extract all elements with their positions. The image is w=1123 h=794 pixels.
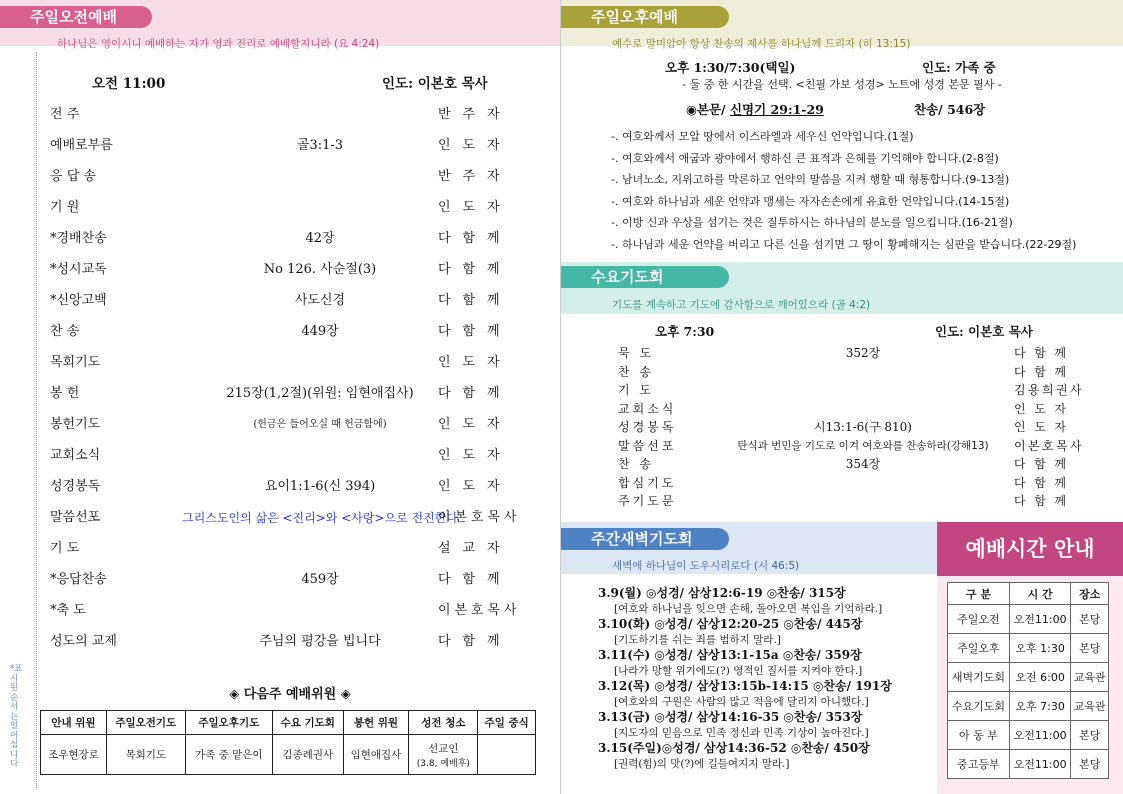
order-by: 인 도 자 — [438, 417, 504, 432]
afternoon-text-label: ◉본문/ — [686, 102, 726, 117]
order-row — [40, 224, 540, 254]
schedule-header: 장소 — [1071, 583, 1109, 605]
order-by: 다 함 께 — [438, 231, 504, 246]
next-week-header: 주일오후기도 — [185, 711, 272, 735]
schedule-cell: 수요기도회 — [948, 692, 1010, 721]
order-item: 전 주 — [50, 107, 80, 122]
afternoon-text — [686, 100, 824, 118]
dawn-main: 3.10(화) ◎성경/ 삼상12:20-25 ◎찬송/ 445장 — [598, 617, 863, 631]
wednesday-item: 주기도문 — [618, 494, 677, 508]
next-week-header: 성전 청소 — [409, 711, 478, 735]
dawn-header: 주간새벽기도회 — [561, 528, 729, 550]
dawn-main: 3.13(금) ◎성경/ 삼상14:16-35 ◎찬송/ 353장 — [598, 710, 863, 724]
order-row — [40, 286, 540, 316]
afternoon-verse: 예수로 말미암아 항상 찬송의 제사를 하나님께 드리자 (히 13:15) — [612, 38, 911, 50]
order-desc: 449장 — [301, 324, 339, 339]
order-by: 인 도 자 — [438, 479, 504, 494]
dawn-sub: [나라가 망할 위기에도(?) 영적인 질서를 지켜야 한다.] — [614, 665, 863, 677]
wednesday-desc: 탄식과 번민을 기도로 이겨 여호와를 찬송하라(강해13) — [737, 439, 989, 452]
next-week-value: 목회기도 — [106, 735, 185, 775]
next-week-value: 선교인 — [428, 742, 459, 755]
morning-verse: 하나님은 영이시니 예배하는 자가 영과 진리로 예배할지니라 (요 4:24) — [57, 38, 380, 50]
order-row — [40, 379, 540, 409]
order-row — [40, 348, 540, 378]
order-desc: 215장(1,2절)(위원: 임현애집사) — [226, 386, 414, 401]
dawn-day — [598, 708, 928, 740]
dawn-sub: [여호와의 구원은 사람의 많고 적음에 달리지 아니했다.] — [614, 696, 869, 708]
order-row — [40, 441, 540, 471]
schedule-cell: 주일오후 — [948, 634, 1010, 663]
wednesday-by: 인 도 자 — [1014, 401, 1069, 416]
schedule-row — [948, 750, 1109, 779]
wednesday-item: 찬 송 — [618, 364, 654, 379]
wednesday-item: 성경봉독 — [618, 420, 677, 434]
afternoon-header: 주일오후예배 — [561, 6, 729, 28]
order-row — [40, 534, 540, 564]
schedule-header-row — [948, 583, 1109, 605]
schedule-cell: 본당 — [1071, 750, 1109, 779]
afternoon-leader: 인도: 가족 중 — [922, 60, 996, 75]
next-week-title: ◈ 다음주 예배위원 ◈ — [229, 687, 351, 702]
order-by: 다 함 께 — [438, 386, 504, 401]
wednesday-by: 김용희권사 — [1014, 383, 1084, 397]
next-week-header: 안내 위원 — [41, 711, 107, 735]
wednesday-row — [618, 437, 1088, 456]
order-desc: 459장 — [301, 572, 339, 587]
morning-leader: 인도: 이본호 목사 — [382, 76, 488, 92]
dawn-day — [598, 677, 928, 709]
schedule-cell: 본당 — [1071, 634, 1109, 663]
schedule-row — [948, 721, 1109, 750]
order-item: 봉 헌 — [50, 386, 80, 401]
wednesday-desc: 시13:1-6(구 810) — [814, 420, 912, 434]
order-by: 이본호목사 — [438, 510, 521, 525]
dawn-verse: 새벽에 하나님이 도우시리로다 (시 46:5) — [612, 560, 800, 572]
morning-header: 주일오전예배 — [0, 6, 152, 28]
wednesday-row — [618, 381, 1088, 400]
order-row — [40, 162, 540, 192]
wednesday-row — [618, 418, 1088, 437]
wednesday-by: 이본호목사 — [1014, 438, 1084, 453]
afternoon-point: -. 남녀노소, 지위고하를 막론하고 언약의 말씀을 지켜 행할 때 형통합니다.(9-13절) — [611, 173, 1010, 186]
order-row — [40, 193, 540, 223]
order-item: 목회기도 — [50, 355, 101, 370]
schedule-title: 예배시간 안내 — [937, 522, 1123, 576]
order-item: *신앙고백 — [50, 293, 107, 308]
next-week-value — [478, 735, 536, 775]
order-by: 인 도 자 — [438, 200, 504, 215]
wednesday-header: 수요기도회 — [561, 266, 729, 288]
order-row — [40, 472, 540, 502]
order-desc: 주님의 평강을 빕니다 — [259, 634, 381, 649]
afternoon-point: -. 여호와 하나님과 세운 언약과 맹세는 자자손손에게 유효한 언약입니다.(14-15절) — [611, 194, 1010, 208]
order-item: *응답찬송 — [50, 572, 107, 587]
schedule-table — [947, 582, 1109, 779]
schedule-row — [948, 605, 1109, 634]
order-desc: 사도신경 — [294, 293, 346, 308]
order-by: 다 함 께 — [438, 324, 504, 339]
schedule-cell: 오후 1:30 — [1009, 634, 1071, 663]
order-desc: No 126. 사순절(3) — [263, 262, 377, 277]
wednesday-row — [618, 344, 1088, 363]
dawn-main: 3.12(목) ◎성경/ 삼상13:15b-14:15 ◎찬송/ 191장 — [598, 679, 892, 693]
afternoon-point: -. 이방 신과 우상을 섬기는 것은 질투하시는 하나님의 분노를 일으킵니다.(16-21절) — [611, 216, 1013, 229]
order-by: 인 도 자 — [438, 138, 504, 153]
order-item: 성도의 교제 — [50, 634, 117, 649]
next-week-value: 가족 중 맡은이 — [185, 735, 272, 775]
schedule-cell: 아 동 부 — [948, 721, 1010, 750]
dawn-sub: [기도하기를 쉬는 죄를 범하지 말라.] — [614, 634, 781, 646]
dawn-day — [598, 615, 928, 647]
wednesday-item: 교회소식 — [618, 401, 677, 416]
order-row — [40, 410, 540, 440]
afternoon-point: -. 여호와께서 애굽과 광야에서 행하신 큰 표적과 은혜를 기억해야 합니다.(2-8절) — [611, 151, 999, 165]
dawn-sub: [여호와 하나님을 잊으면 손해, 돌아오면 복임을 기억하라.] — [614, 603, 883, 615]
schedule-row — [948, 634, 1109, 663]
order-by: 인 도 자 — [438, 448, 504, 463]
standing-note: *표시된 순서는 일어섭니다 — [10, 664, 23, 769]
morning-time: 오전 11:00 — [92, 76, 166, 92]
next-week-value — [409, 735, 478, 775]
order-by: 인 도 자 — [438, 355, 504, 370]
order-row — [40, 131, 540, 161]
next-week-value-row — [41, 735, 536, 775]
schedule-cell: 오전 6:00 — [1009, 663, 1071, 692]
wednesday-item: 말씀선포 — [618, 438, 677, 453]
order-by: 반 주 자 — [438, 107, 504, 122]
order-item: *경배찬송 — [50, 231, 107, 246]
next-week-header: 수요 기도회 — [272, 711, 343, 735]
afternoon-hymn: 찬송/ 546장 — [914, 102, 986, 117]
order-desc: 요이1:1-6(신 394) — [264, 479, 376, 494]
wednesday-by: 다 함 께 — [1014, 346, 1069, 360]
wednesday-by: 다 함 께 — [1014, 364, 1069, 379]
wednesday-row — [618, 474, 1088, 493]
order-by: 설 교 자 — [438, 541, 504, 556]
schedule-cell: 교육관 — [1071, 692, 1109, 721]
schedule-cell: 오전11:00 — [1009, 721, 1071, 750]
order-by: 반 주 자 — [438, 169, 504, 184]
next-week-value: 임현애집사 — [343, 735, 409, 775]
schedule-cell: 본당 — [1071, 721, 1109, 750]
order-item: 말씀선포 — [50, 510, 101, 525]
afternoon-point: -. 하나님과 세운 언약을 버리고 다른 신을 섬기면 그 땅이 황폐해지는 심판을 받습니다.(22-29절) — [611, 237, 1077, 251]
schedule-row — [948, 663, 1109, 692]
wednesday-item: 찬 송 — [618, 457, 654, 471]
order-desc: 42장 — [305, 231, 335, 246]
wednesday-by: 다 함 께 — [1014, 475, 1069, 490]
order-row — [40, 503, 540, 533]
order-by: 다 함 께 — [438, 262, 504, 277]
schedule-cell: 교육관 — [1071, 663, 1109, 692]
wednesday-item: 기 도 — [618, 383, 654, 397]
order-by: 다 함 께 — [438, 572, 504, 587]
next-week-value: 김종례권사 — [272, 735, 343, 775]
wednesday-item: 합심기도 — [618, 475, 677, 490]
order-item: 기 원 — [50, 200, 80, 215]
next-week-header: 주일오전기도 — [106, 711, 185, 735]
order-row — [40, 255, 540, 285]
wednesday-leader: 인도: 이본호 목사 — [935, 324, 1033, 339]
order-item: 찬 송 — [50, 324, 80, 339]
page-divider — [560, 0, 561, 794]
margin-rule — [36, 52, 37, 788]
dawn-sub: [지도자의 믿음으로 민족 정신과 민족 기상이 높아진다.] — [614, 727, 869, 739]
order-item: 성경봉독 — [50, 479, 101, 494]
schedule-header: 구 분 — [948, 583, 1010, 605]
order-row — [40, 565, 540, 595]
schedule-body — [948, 605, 1109, 779]
wednesday-verse: 기도를 계속하고 기도에 감사함으로 깨어있으라 (골 4:2) — [612, 299, 871, 311]
next-week-table — [40, 710, 536, 775]
next-week-header: 주일 중식 — [478, 711, 536, 735]
wednesday-by: 인 도 자 — [1014, 420, 1069, 434]
wednesday-row — [618, 363, 1088, 382]
order-item: 교회소식 — [50, 448, 101, 463]
order-by: 다 함 께 — [438, 634, 504, 649]
dawn-day — [598, 739, 928, 771]
schedule-row — [948, 692, 1109, 721]
next-week-header-row — [41, 711, 536, 735]
wednesday-row — [618, 492, 1088, 511]
order-desc: 골3:1-3 — [296, 138, 344, 153]
wednesday-row — [618, 400, 1088, 419]
schedule-cell: 오전11:00 — [1009, 750, 1071, 779]
wednesday-time: 오후 7:30 — [655, 324, 715, 339]
wednesday-item: 묵 도 — [618, 346, 654, 360]
order-item: *성시교독 — [50, 262, 107, 277]
wednesday-by: 다 함 께 — [1014, 494, 1069, 508]
order-item: 응 답 송 — [50, 169, 96, 184]
order-item: 기 도 — [50, 541, 80, 556]
schedule-cell: 중고등부 — [948, 750, 1010, 779]
order-desc: (헌금은 들어오실 때 헌금함에) — [253, 419, 387, 430]
dawn-sub: [권력(힘)의 맛(?)에 길들여지지 말라.] — [614, 758, 790, 770]
order-item: 예배로부름 — [50, 138, 113, 153]
wednesday-desc: 354장 — [845, 457, 881, 471]
order-by: 다 함 께 — [438, 293, 504, 308]
afternoon-text-ref: 신명기 29:1-29 — [729, 102, 824, 117]
order-desc: 그리스도인의 삶은 <진리>와 <사랑>으로 전진한다 — [182, 511, 458, 525]
wednesday-desc: 352장 — [845, 346, 881, 360]
afternoon-time: 오후 1:30/7:30(택일) — [665, 60, 796, 75]
next-week-value: 조우현장로 — [41, 735, 107, 775]
dawn-day — [598, 646, 928, 678]
afternoon-note: - 둘 중 한 시간을 선택. <친필 가보 성경> 노트에 성경 본문 필사 - — [682, 78, 1002, 91]
next-week-value-sub: (3.8, 예배후) — [416, 758, 470, 769]
schedule-cell: 본당 — [1071, 605, 1109, 634]
afternoon-point: -. 여호와께서 모압 땅에서 이스라엘과 세우신 언약입니다.(1절) — [611, 130, 914, 143]
order-row — [40, 627, 540, 657]
dawn-main: 3.9(월) ◎성경/ 삼상12:6-19 ◎찬송/ 315장 — [598, 586, 846, 600]
order-row — [40, 317, 540, 347]
wednesday-row — [618, 455, 1088, 474]
dawn-main: 3.15(주일)◎성경/ 삼상14:36-52 ◎찬송/ 450장 — [598, 741, 870, 755]
wednesday-by: 다 함 께 — [1014, 457, 1069, 471]
dawn-main: 3.11(수) ◎성경/ 삼상13:1-15a ◎찬송/ 359장 — [598, 648, 862, 662]
order-row — [40, 100, 540, 130]
order-item: 봉헌기도 — [50, 417, 101, 432]
order-item: *축 도 — [50, 603, 86, 618]
schedule-cell: 오후 7:30 — [1009, 692, 1071, 721]
schedule-cell: 주일오전 — [948, 605, 1010, 634]
schedule-cell: 새벽기도회 — [948, 663, 1010, 692]
schedule-header: 시 간 — [1009, 583, 1071, 605]
schedule-cell: 오전11:00 — [1009, 605, 1071, 634]
dawn-day — [598, 584, 928, 616]
order-by: 이본호목사 — [438, 603, 521, 618]
next-week-header: 봉헌 위원 — [343, 711, 409, 735]
order-row — [40, 596, 540, 626]
